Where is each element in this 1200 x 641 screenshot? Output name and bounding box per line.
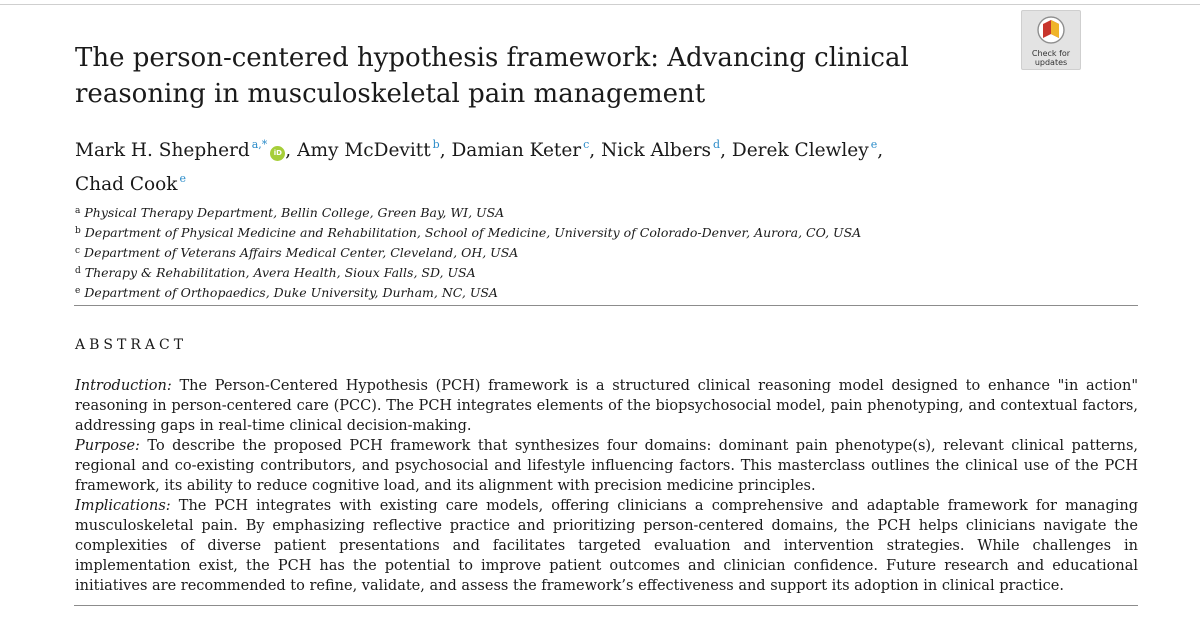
section-divider (74, 305, 1138, 306)
affiliation-item: $^a$ Physical Therapy Department, Bellin College, Green Bay, WI, USA (75, 205, 505, 220)
check-for-updates-badge[interactable] (1021, 10, 1081, 70)
author-name[interactable]: Damian Keter (451, 140, 582, 161)
affiliation-item: $^b$ Department of Physical Medicine and Rehabilitation, School of Medicine, University of Colorado-Denver, Aurora, CO, USA (75, 225, 862, 240)
affiliation-marker[interactable]: c (583, 138, 590, 151)
orcid-icon[interactable]: iD (270, 146, 285, 161)
article-title: The person-centered hypothesis framework: Advancing clinical reasoning in musculoskeletal pain management (75, 43, 909, 109)
author[interactable]: Amy McDevitt $^b$, (297, 138, 446, 161)
top-divider (0, 4, 1200, 5)
affiliation-marker[interactable]: e (179, 172, 186, 185)
author[interactable]: Damian Keter $^c$, (451, 138, 596, 161)
author-name[interactable]: Derek Clewley (731, 140, 869, 161)
abstract-introduction: Introduction: The Person-Centered Hypothesis (PCH) framework is a structured clinical reasoning model designed to enhance "in action" reasoning in person-centered care (PCC). The PCH integrates elements of the biopsychosocial model, pain phenotyping, and contextual factors, addressing gaps in real-time clinical decision-making. (75, 378, 1138, 434)
abstract-implications: Implications: The PCH integrates with existing care models, offering clinicians a comprehensive and adaptable framework for managing musculoskeletal pain. By emphasizing reflective practice and prioritizing person-centered domains, the PCH helps clinicians navigate the complexities of diverse patient presentations and facilitates targeted evaluation and intervention strategies. While challenges in implementation exist, the PCH has the potential to improve patient outcomes and clinician confidence. Future research and educational initiatives are recommended to refine, validate, and assess the framework’s effectiveness and support its adoption in clinical practice. (75, 498, 1138, 594)
affiliation-list (75, 202, 975, 302)
affiliation-marker[interactable]: b (432, 138, 440, 151)
check-for-updates-icon (1035, 14, 1067, 48)
badge-line-2: updates (1034, 58, 1068, 67)
author-name[interactable]: Nick Albers (601, 140, 712, 161)
author[interactable]: Mark H. Shepherd $^{a,*}$iD , (75, 138, 292, 161)
abstract-purpose: Purpose: To describe the proposed PCH framework that synthesizes four domains: dominant pain phenotype(s), relevant clinical patterns, regional and co-existing contributors, and psychosocial and lifestyle influencing factors. This masterclass outlines the clinical use of the PCH framework, its ability to reduce cognitive load, and its alignment with precision medicine principles. (75, 438, 1138, 494)
author[interactable]: Nick Albers $^d$, (601, 138, 726, 161)
affiliation-marker[interactable]: a,* (251, 138, 268, 151)
abstract-body (75, 376, 1138, 596)
author[interactable]: Derek Clewley $^e$, (731, 138, 884, 161)
author-list (75, 131, 975, 199)
affiliation-item: $^d$ Therapy & Rehabilitation, Avera Health, Sioux Falls, SD, USA (75, 265, 476, 280)
author-name[interactable]: Mark H. Shepherd (75, 140, 250, 161)
affiliation-item: $^e$ Department of Orthopaedics, Duke University, Durham, NC, USA (75, 285, 498, 300)
badge-line-1: Check for (1031, 49, 1071, 58)
author-name[interactable]: Amy McDevitt (297, 140, 431, 161)
affiliation-item: $^c$ Department of Veterans Affairs Medical Center, Cleveland, OH, USA (75, 245, 519, 260)
affiliation-marker[interactable]: e (870, 138, 878, 151)
author[interactable] (75, 174, 186, 195)
affiliation-marker[interactable]: d (713, 138, 721, 151)
badge-label (1022, 49, 1080, 67)
abstract-heading: ABSTRACT (75, 337, 188, 353)
author-name[interactable]: Chad Cook (75, 174, 178, 195)
section-divider (74, 605, 1138, 606)
